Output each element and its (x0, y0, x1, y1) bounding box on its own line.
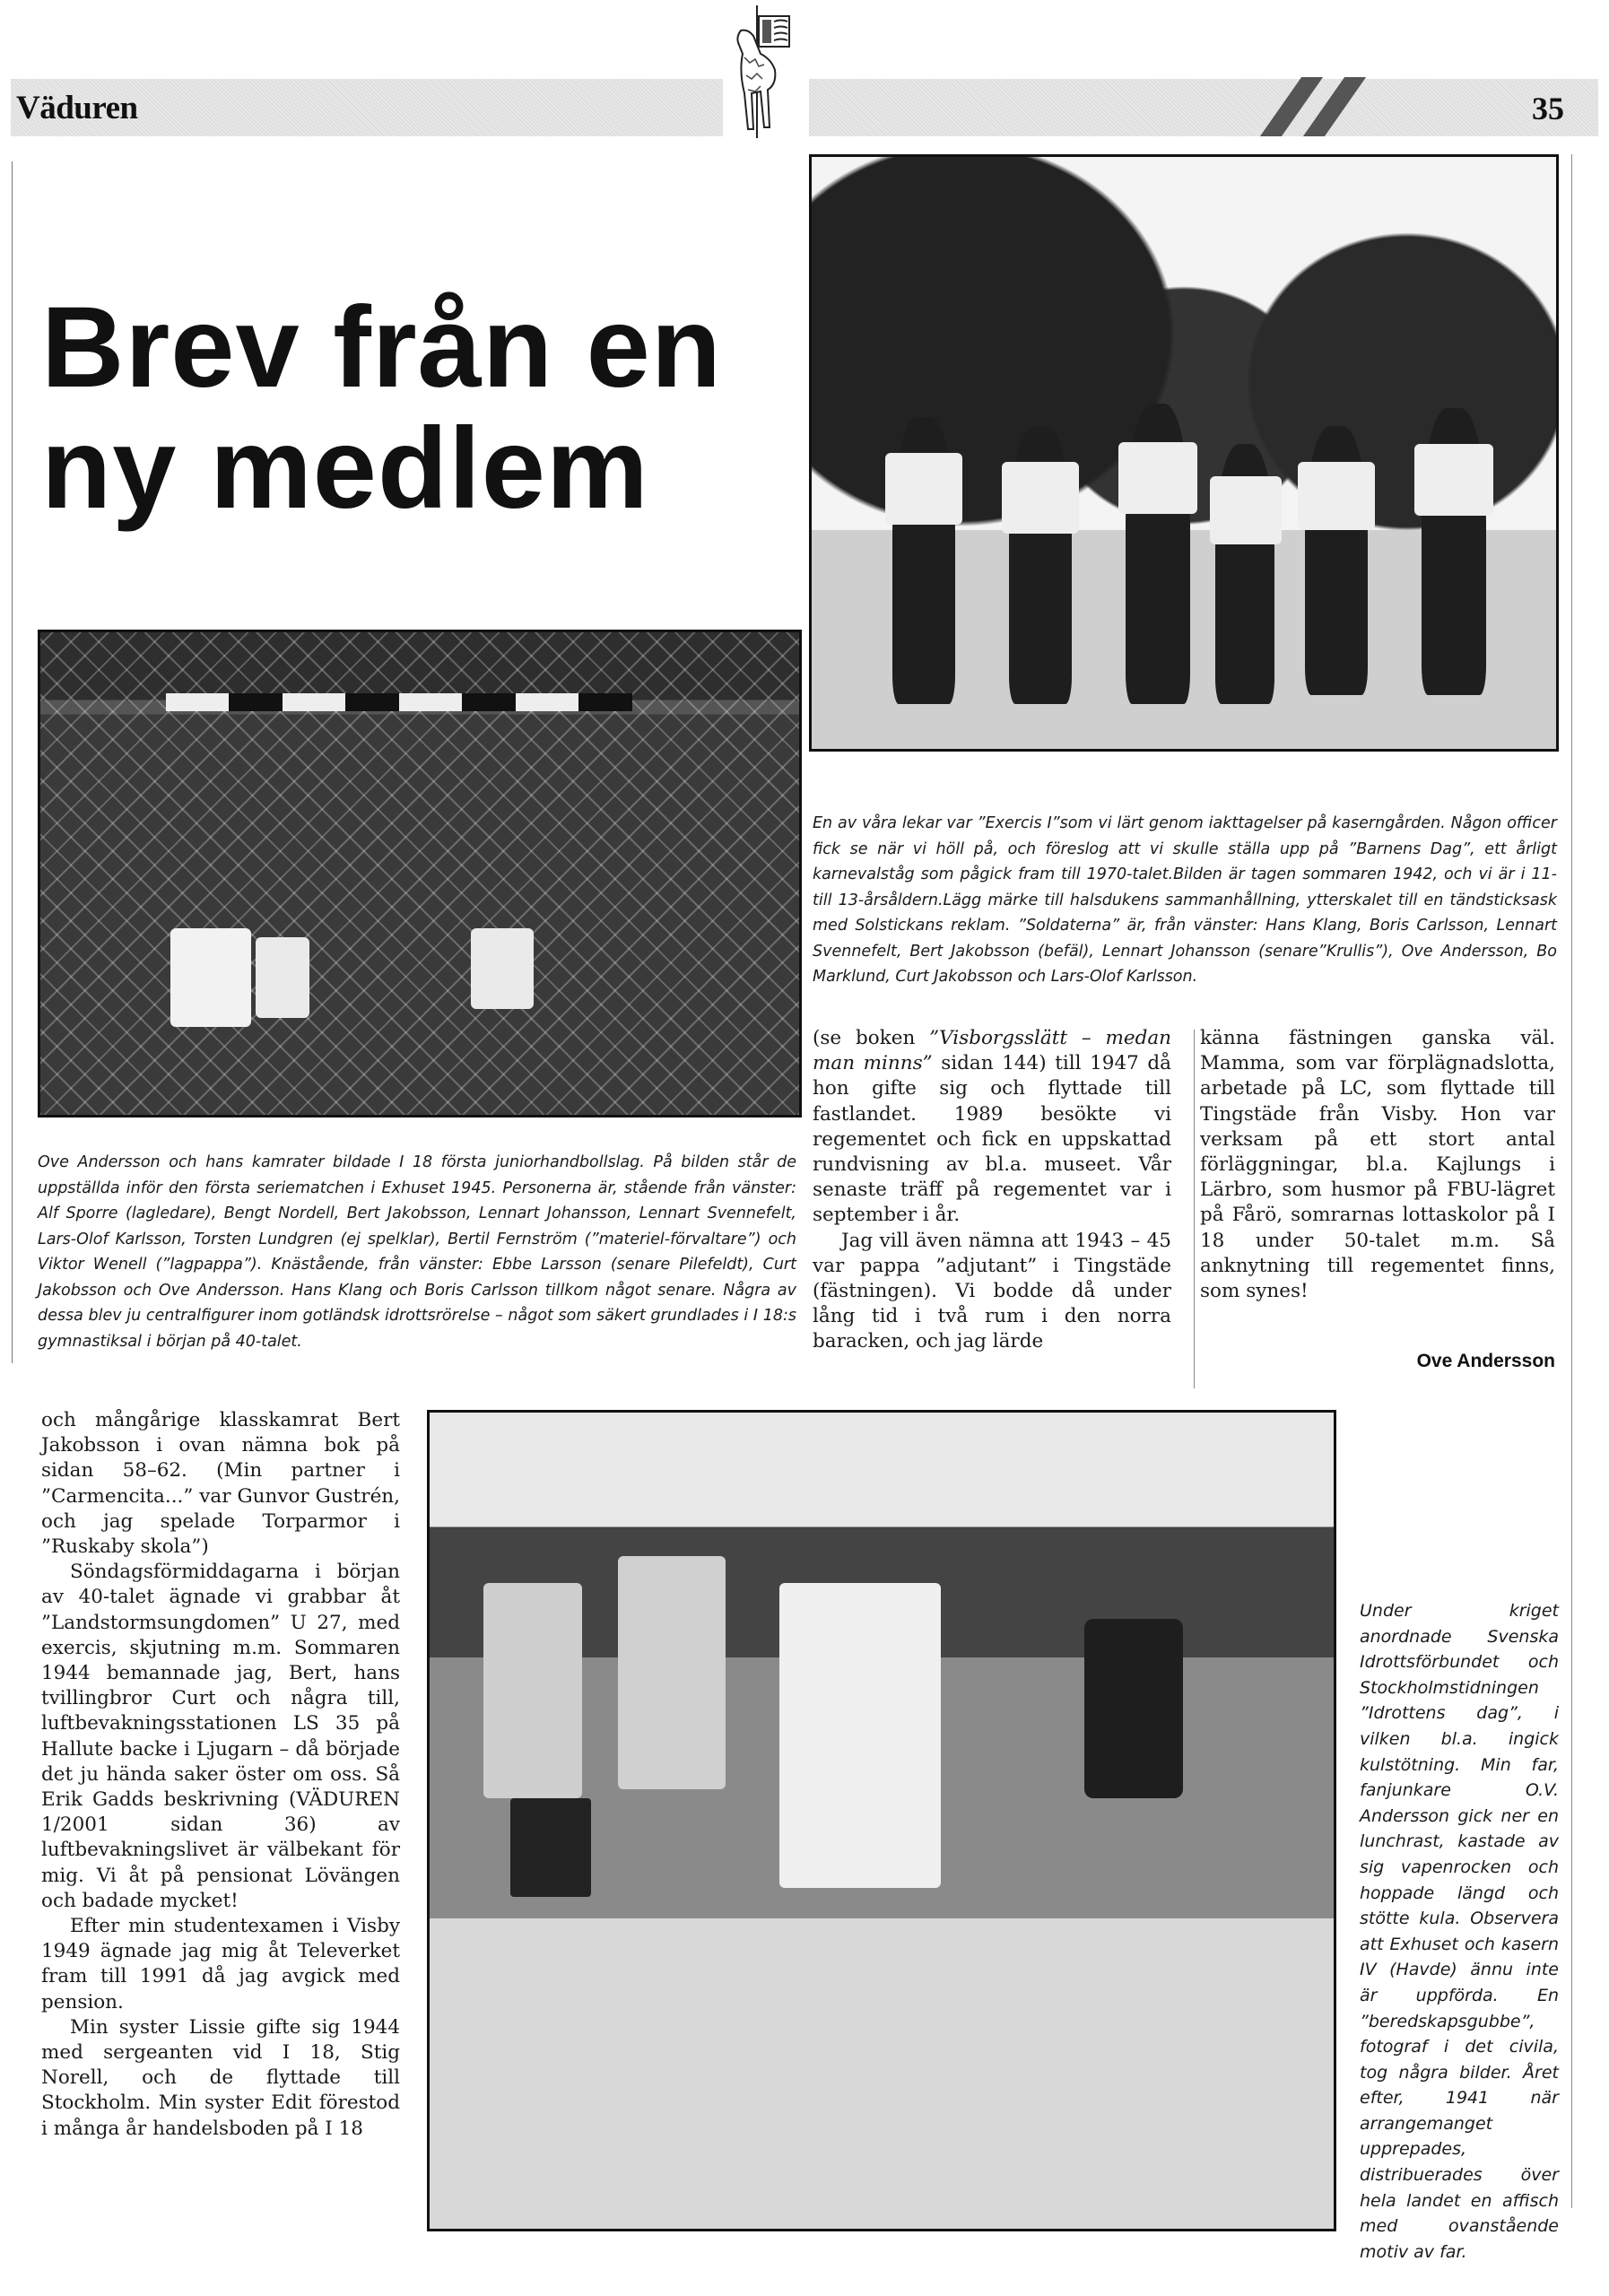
photo-figure (618, 1556, 726, 1789)
photo-shirt (885, 453, 962, 525)
column-rule (1194, 1030, 1195, 1388)
photo-shorts (170, 928, 251, 1027)
handball-team-photo (38, 630, 802, 1118)
headline-line-1: Brev från en (41, 283, 722, 412)
photo-shirt (1298, 462, 1375, 530)
article-headline (41, 283, 795, 533)
shotput-photo-caption: Under kriget anordnade Svenska Idrottsförbundet och Stockholmstidningen ”Idrottens dag”, i vilken bl.a. ingick kulstötning. Min far, fanjunkare O.V. Andersson gick ner en lunchrast, kastade av sig vapenrocken och hoppade längd och stötte kula. Observera att Exhuset och kasern IV (Havde) ännu inte är uppförda. En ”beredskapsgubbe”, fotograf i det civila, tog några bilder. Året efter, 1941 när arrangemanget upprepades, distribuerades över hela landet en affisch med ovanstående motiv av far. (1360, 1601, 1559, 2262)
body-paragraph: (se boken ”Visborgsslätt – medan man minns” sidan 144) till 1947 då hon gifte sig och flyttade till fastlandet. 1989 besökte vi regementet och fick en uppskattad rundvisning av bl.a. museet. Vår senaste träff på regementet var i september i år. (813, 1027, 1172, 1227)
body-paragraph: och mångårige klasskamrat Bert Jakobsson i ovan nämna bok på sidan 58–62. (Min partner i ”Carmencita...” var Gunvor Gustrén, och jag spelade Torparmor i ”Ruskaby skola”) (41, 1409, 400, 1559)
magazine-title: Väduren (16, 90, 138, 126)
photo-shirt (1414, 444, 1493, 516)
body-paragraph: Efter min studentexamen i Visby 1949 ägnade jag mig åt Televerket fram till 1991 då jag avgick med pension. (41, 1915, 400, 2013)
body-column-left (41, 1408, 400, 2142)
body-paragraph: Jag vill även nämna att 1943 – 45 var pappa ”adjutant” i Tingstäde (fästningen). Vi bodde då under lång tid i två rum i den norra baracken, och jag lärde (813, 1229, 1171, 1353)
photo-figure (483, 1583, 582, 1798)
photo-figure (510, 1798, 591, 1897)
body-paragraph: Min syster Lissie gifte sig 1944 med sergeanten vid I 18, Stig Norell, och de flyttade till Stockholm. Min syster Edit förestod i många år handelsboden på I 18 (41, 2015, 400, 2140)
ram-with-banner-icon (723, 4, 809, 140)
headline-line-2: ny medlem (41, 404, 649, 533)
body-paragraph: känna fästningen ganska väl. Mamma, som var förplägnadslotta, arbetade på LC, som flyttade till Tingstäde från Visby. Hon var verksam på ett stort antal förläggningar, bl.a. Kajlungs i Lärbro, som husmor på FBU-lägret på Fårö, somrarnas lottaskolor på I 18 under 50-talet m.m. Så anknytning till regementet finns, som synes! (1200, 1027, 1555, 1303)
photo-figure (1084, 1619, 1183, 1798)
photo-shorts (256, 937, 309, 1018)
scouts-photo-caption: En av våra lekar var ”Exercis I”som vi lärt genom iakttagelser på kaserngården. Någon officer fick se när vi höll på, och föreslog att vi skulle ställa upp på ”Barnens Dag”, ett årligt karnevalståg som pågick fram till 1970-talet.Bilden är tagen sommaren 1942, och vi är i 11- till 13-årsåldern.Lägg märke till halsdukens sammanhållning, ytterskalet till en tändsticksask med Solstickans reklam. ”Soldaterna” är, från vänster: Hans Klang, Boris Carlsson, Lennart Svennefelt, Bert Jakobsson (befäl), Lennart Johansson (senare”Krullis”), Ove Andersson, Bo Marklund, Curt Jakobsson och Lars-Olof Karlsson. (813, 814, 1557, 986)
handball-photo-caption: Ove Andersson och hans kamrater bildade I 18 första juniorhandbollslag. På bilden står de uppställda inför den första seriematchen i Exhuset 1945. Personerna är, stående från vänster: Alf Sporre (lagledare), Bengt Nordell, Bert Jakobsson, Lennart Johansson, Lennart Svennefelt, Lars-Olof Karlsson, Torsten Lundgren (ej spelklar), Bertil Fernström (”materiel-förvaltare”) och Viktor Wenell (”lagpappa”). Knästående, från vänster: Ebbe Larsson (senare Pilefeldt), Curt Jakobsson och Ove Andersson. Hans Klang och Boris Carlsson tillkom något senare. Några av dessa blev ju centralfigurer inom gotländsk idrottsrörelse – något som säkert grundlades i I 18:s gymnastiksal i början på 40-talet. (38, 1153, 796, 1351)
photo-shorts (471, 928, 534, 1009)
photo-figure (779, 1583, 941, 1888)
body-column-right (1200, 1026, 1555, 1304)
column-rule (12, 161, 13, 1363)
page-number: 35 (1532, 91, 1564, 126)
photo-goal-crossbar (166, 693, 632, 711)
article-byline: Ove Andersson (1416, 1351, 1555, 1371)
photo-shirt (1002, 462, 1079, 534)
photo-shirt (1210, 476, 1282, 544)
column-rule (1571, 154, 1572, 2208)
shotput-photo (427, 1410, 1336, 2231)
photo-shirt (1118, 442, 1197, 514)
body-paragraph: Söndagsförmiddagarna i början av 40-talet ägnade vi grabbar åt ”Landstormsungdomen” U 27, med exercis, skjutning m.m. Sommaren 1944 bemannade jag, Bert, hans tvillingbror Curt och några till, luftbevakningsstationen LS 35 på Hallute backe i Ljugarn – då började det ju hända saker öster om oss. Så Erik Gadds beskrivning (VÄDUREN 1/2001 sidan 36) av luftbevakningslivet är välbekant för mig. Vi åt på pensionat Lövängen och badade mycket! (41, 1561, 400, 1912)
scouts-photo (809, 154, 1559, 752)
body-column-middle (813, 1026, 1171, 1355)
